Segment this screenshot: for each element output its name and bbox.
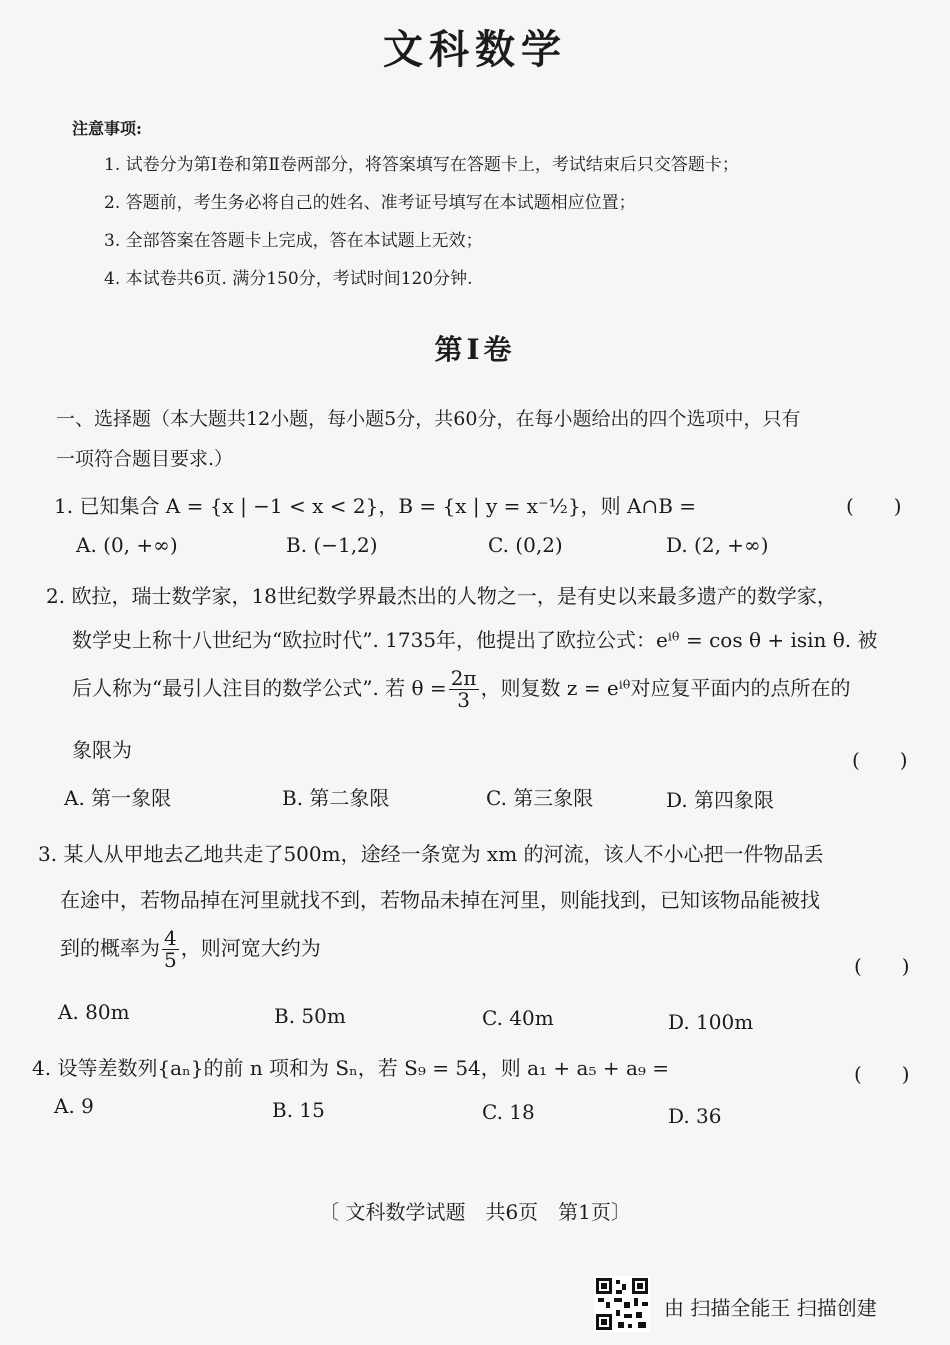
- qr-code-icon: [594, 1276, 650, 1332]
- q2-fraction-denominator: 3: [457, 688, 470, 712]
- part-instructions-line1: 一、选择题（本大题共12小题，每小题5分，共60分，在每小题给出的四个选项中，只有: [56, 408, 801, 430]
- q3-option-b: B. 50m: [274, 1004, 346, 1028]
- q2-answer-paren: ( ): [852, 748, 908, 772]
- q1-answer-paren: ( ): [846, 494, 902, 518]
- page-title: 文科数学: [383, 26, 567, 73]
- q2-line3-start: 后人称为“最引人注目的数学公式”. 若 θ =: [72, 676, 447, 700]
- q3-option-a: A. 80m: [58, 1000, 130, 1024]
- q3-line2: 在途中，若物品掉在河里就找不到，若物品未掉在河里，则能找到，已知该物品能被找: [60, 888, 820, 912]
- q3-option-d: D. 100m: [668, 1010, 754, 1034]
- q3-line3: [60, 928, 321, 971]
- q3-fraction-numerator: 4: [164, 926, 177, 950]
- q4-option-a: A. 9: [54, 1094, 94, 1118]
- q2-line3: [72, 668, 851, 711]
- notes-heading: 注意事项:: [72, 119, 142, 138]
- q4-option-c: C. 18: [482, 1100, 535, 1124]
- q1-option-a: A. (0, +∞): [76, 533, 178, 557]
- q4-option-b: B. 15: [272, 1098, 325, 1122]
- q3-fraction-denominator: 5: [164, 948, 177, 972]
- q4-stem: 4. 设等差数列{aₙ}的前 n 项和为 Sₙ，若 S₉ = 54，则 a₁ + a₅ + a₉ =: [32, 1056, 670, 1080]
- part-instructions-line2: 一项符合题目要求.）: [56, 448, 234, 470]
- q1-option-c: C. (0,2): [488, 533, 563, 557]
- q3-line3-start: 到的概率为: [60, 936, 160, 960]
- q3-fraction: [162, 928, 179, 971]
- q2-fraction: [449, 668, 479, 711]
- q2-option-b: B. 第二象限: [282, 786, 390, 810]
- scanner-watermark: 由 扫描全能王 扫描创建: [664, 1296, 877, 1320]
- q2-option-c: C. 第三象限: [486, 786, 594, 810]
- q1-stem: 1. 已知集合 A = {x | −1 < x < 2}，B = {x | y = x⁻½}，则 A∩B =: [54, 494, 697, 518]
- q3-line1: 3. 某人从甲地去乙地共走了500m，途经一条宽为 xm 的河流，该人不小心把一件物品丢: [38, 842, 824, 866]
- q1-option-d: D. (2, +∞): [666, 533, 769, 557]
- q2-line4: 象限为: [72, 738, 132, 762]
- q4-answer-paren: ( ): [854, 1062, 910, 1086]
- q2-option-a: A. 第一象限: [64, 786, 172, 810]
- page-footer: 〔 文科数学试题 共6页 第1页〕: [319, 1200, 631, 1224]
- note-item: 4. 本试卷共6页. 满分150分，考试时间120分钟.: [104, 269, 473, 289]
- q3-line3-end: ，则河宽大约为: [180, 936, 321, 960]
- note-item: 2. 答题前，考生务必将自己的姓名、准考证号填写在本试题相应位置；: [104, 193, 636, 213]
- q3-option-c: C. 40m: [482, 1006, 554, 1030]
- q4-option-d: D. 36: [668, 1104, 722, 1128]
- note-item: 1. 试卷分为第Ⅰ卷和第Ⅱ卷两部分，将答案填写在答题卡上，考试结束后只交答题卡；: [104, 155, 739, 175]
- q2-fraction-numerator: 2π: [450, 666, 477, 690]
- q2-line1: 2. 欧拉，瑞士数学家，18世纪数学界最杰出的人物之一，是有史以来最多遗产的数学家，: [46, 584, 837, 608]
- q2-option-d: D. 第四象限: [666, 788, 775, 812]
- q1-option-b: B. (−1,2): [286, 533, 378, 557]
- note-item: 3. 全部答案在答题卡上完成，答在本试题上无效；: [104, 231, 483, 251]
- section-title: 第Ⅰ卷: [434, 333, 516, 366]
- q2-line3-end: ，则复数 z = eⁱᶿ对应复平面内的点所在的: [480, 676, 851, 700]
- q2-line2: 数学史上称十八世纪为“欧拉时代”. 1735年，他提出了欧拉公式：eⁱᶿ = cos θ + isin θ. 被: [72, 628, 878, 652]
- q3-answer-paren: ( ): [854, 954, 910, 978]
